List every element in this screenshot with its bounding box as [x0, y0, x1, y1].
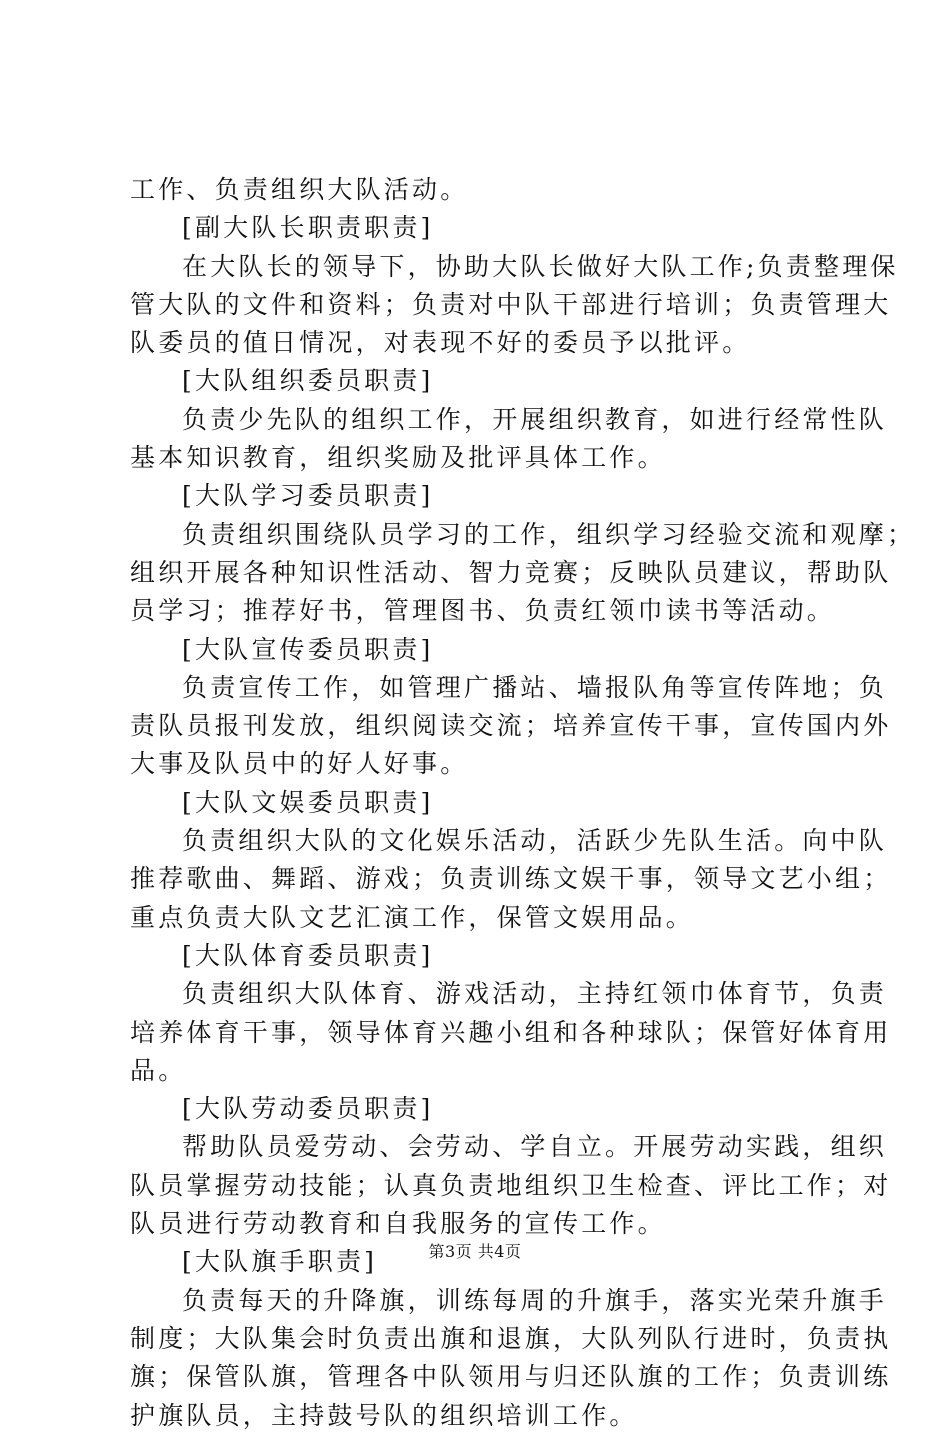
- paragraph-first-line: 负责组织围绕队员学习的工作，组织学习经验交流和观摩；: [182, 519, 916, 549]
- paragraph-line: 队员进行劳动教育和自我服务的宣传工作。: [130, 1209, 666, 1239]
- paragraph-line: 队委员的值日情况，对表现不好的委员予以批评。: [130, 328, 751, 358]
- section-heading: [大队旗手职责]: [182, 1247, 378, 1277]
- paragraph-line: 旗；保管队旗，管理各中队领用与归还队旗的工作；负责训练: [130, 1362, 892, 1392]
- section-heading: [大队劳动委员职责]: [182, 1094, 434, 1124]
- section-heading: [大队组织委员职责]: [182, 366, 434, 396]
- page-footer: 第3页 共4页: [428, 1242, 522, 1261]
- paragraph-line: 大事及队员中的好人好事。: [130, 749, 469, 779]
- paragraph-line: 重点负责大队文艺汇演工作，保管文娱用品。: [130, 902, 695, 932]
- paragraph-first-line: 负责每天的升降旗，训练每周的升旗手，落实光荣升旗手: [182, 1285, 888, 1315]
- section-heading: [副大队长职责职责]: [182, 213, 434, 243]
- paragraph-line: 队员掌握劳动技能；认真负责地组织卫生检查、评比工作；对: [130, 1170, 892, 1200]
- paragraph-line: 员学习；推荐好书，管理图书、负责红领巾读书等活动。: [130, 596, 836, 626]
- paragraph-line: 制度；大队集会时负责出旗和退旗，大队列队行进时，负责执: [130, 1323, 892, 1353]
- section-heading: [大队体育委员职责]: [182, 940, 434, 970]
- section-heading: [大队文娱委员职责]: [182, 787, 434, 817]
- paragraph-line: 责队员报刊发放，组织阅读交流；培养宣传干事，宣传国内外: [130, 711, 892, 741]
- section-heading: [大队学习委员职责]: [182, 481, 434, 511]
- paragraph-line: 护旗队员，主持鼓号队的组织培训工作。: [130, 1400, 638, 1430]
- paragraph-line: 培养体育干事，领导体育兴趣小组和各种球队；保管好体育用: [130, 1017, 892, 1047]
- paragraph-first-line: 负责组织大队体育、游戏活动，主持红领巾体育节，负责: [182, 979, 888, 1009]
- paragraph-first-line: 帮助队员爱劳动、会劳动、学自立。开展劳动实践，组织: [182, 1132, 888, 1162]
- paragraph-first-line: 负责组织大队的文化娱乐活动，活跃少先队生活。向中队: [182, 826, 888, 856]
- section-heading: [大队宣传委员职责]: [182, 634, 434, 664]
- paragraph-line: 工作、负责组织大队活动。: [130, 175, 469, 204]
- paragraph-line: 管大队的文件和资料；负责对中队干部进行培训；负责管理大: [130, 289, 892, 319]
- paragraph-line: 品。: [130, 1055, 187, 1085]
- paragraph-first-line: 负责宣传工作，如管理广播站、墙报队角等宣传阵地；负: [182, 672, 888, 702]
- paragraph-line: 组织开展各种知识性活动、智力竞赛；反映队员建议，帮助队: [130, 557, 892, 587]
- paragraph-line: 推荐歌曲、舞蹈、游戏；负责训练文娱干事，领导文艺小组；: [130, 864, 892, 894]
- paragraph-first-line: 在大队长的领导下，协助大队长做好大队工作;负责整理保: [182, 251, 899, 281]
- paragraph-line: 基本知识教育，组织奖励及批评具体工作。: [130, 443, 666, 473]
- paragraph-first-line: 负责少先队的组织工作，开展组织教育，如进行经常性队: [182, 404, 888, 434]
